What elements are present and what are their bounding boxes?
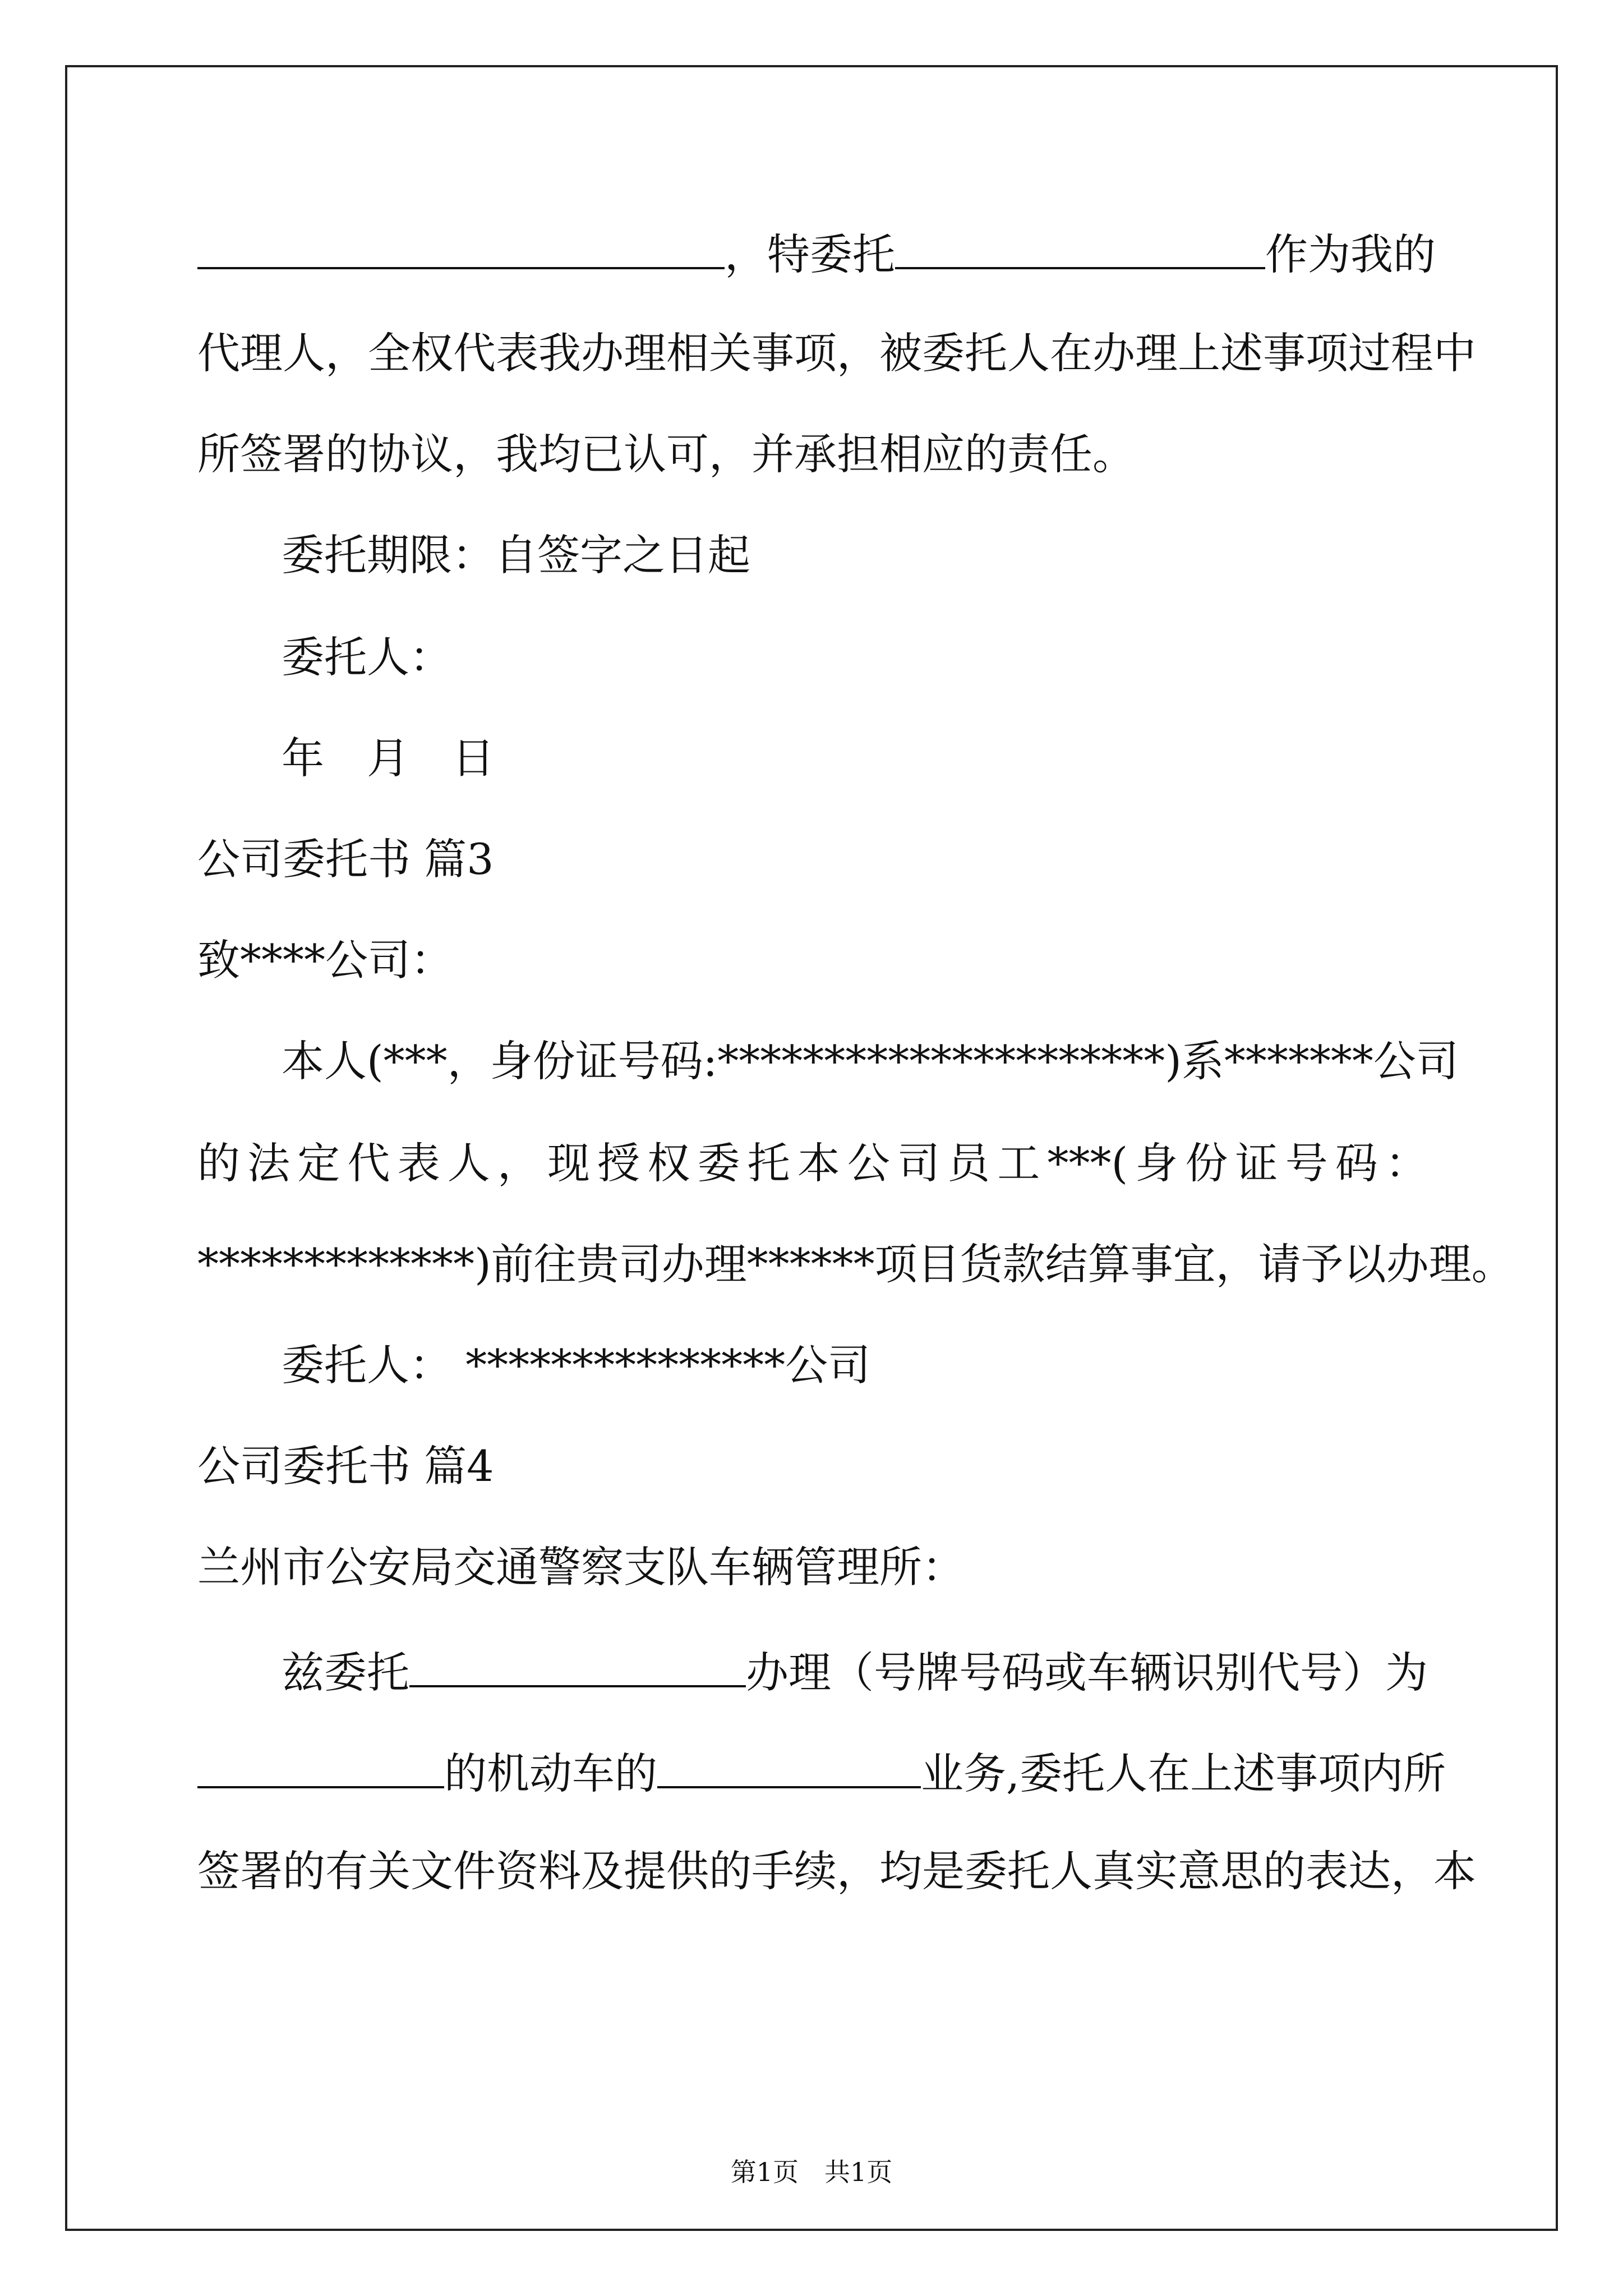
principal-line: 委托人： <box>282 632 452 682</box>
addressee-line: 致****公司： <box>197 935 453 985</box>
blank-field[interactable] <box>409 1648 746 1687</box>
addressee-line: 兰州市公安局交通警察支队车辆管理所： <box>197 1542 965 1592</box>
paragraph-line: 的法定代表人，现授权委托本公司员工***(身份证号码： <box>197 1138 1428 1188</box>
section-heading: 公司委托书 篇3 <box>197 834 494 884</box>
section-heading: 公司委托书 篇4 <box>197 1441 494 1491</box>
text-segment: 兹委托 <box>282 1648 409 1697</box>
paragraph-line: 所签署的协议，我均已认可，并承担相应的责任。 <box>197 429 1135 479</box>
text-segment: 业务,委托人在上述事项内所 <box>921 1749 1446 1798</box>
blank-field[interactable] <box>895 230 1265 269</box>
paragraph-line <box>282 1648 1428 1697</box>
text-segment: ，特委托 <box>725 229 895 279</box>
text-segment: 作为我的 <box>1265 229 1436 279</box>
date-line: 年 月 日 <box>282 733 495 783</box>
paragraph-line: 本人(***，身份证号码:*********************)系*******公司 <box>282 1036 1459 1086</box>
paragraph-line <box>197 1749 1446 1798</box>
principal-line: 委托人： ***************公司 <box>282 1340 871 1390</box>
text-segment: 的机动车的 <box>444 1749 657 1798</box>
paragraph-line: 代理人，全权代表我办理相关事项，被委托人在办理上述事项过程中 <box>197 328 1476 378</box>
blank-field[interactable] <box>197 1749 444 1788</box>
blank-field[interactable] <box>197 230 725 269</box>
page-footer: 第1页 共1页 <box>730 2157 893 2187</box>
paragraph-line <box>197 229 1436 279</box>
text-segment: 办理（号牌号码或车辆识别代号）为 <box>746 1648 1428 1697</box>
term-line: 委托期限：自签字之日起 <box>282 530 750 580</box>
paragraph-line: *************)前往贵司办理******项目货款结算事宜，请予以办理。 <box>197 1239 1514 1289</box>
paragraph-line: 签署的有关文件资料及提供的手续，均是委托人真实意思的表达，本 <box>197 1846 1476 1896</box>
blank-field[interactable] <box>657 1749 921 1788</box>
